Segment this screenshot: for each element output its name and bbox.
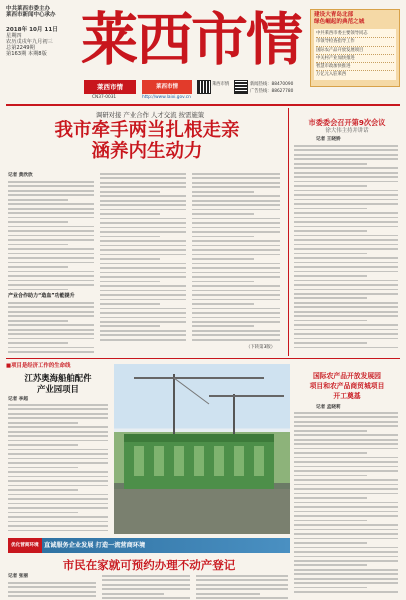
bottom-byline: 记者 张丽 [8,574,28,579]
promo-item[interactable]: 万亿元入驻莱西 [316,72,347,78]
promo-list [314,29,396,80]
column-divider [288,108,289,356]
service-banner [8,538,290,553]
masthead-title: 莱西市情 [81,6,301,73]
title-stamp [84,80,136,94]
bottom-title: 市民在家就可预约办理不动产登记 [62,558,236,572]
ad-number: 88627780 [271,89,294,94]
lead-column-1b-text [8,302,94,354]
masthead-publisher-block [6,6,76,57]
lead-byline: 记者 黄欣欣 [8,173,33,178]
lead-title-line-1: 我市牵手两当扎根走亲 [54,120,240,141]
hotline-text [250,81,293,87]
publisher-line-2: 莱西市新闻中心承办 [6,12,56,18]
lead-continued[interactable]: （下转第3版） [246,345,276,350]
construction-photo [114,364,290,534]
right-mid-byline: 记者 孟晓莉 [316,405,341,410]
portal-badge [142,80,192,94]
promo-headline: 建设大青岛北部 绿色崛起的典范之城 [314,12,365,25]
lead-title-line-2: 涵养内生动力 [91,141,203,162]
promo-item[interactable]: 中共莱西市委主要领导同志 [316,30,394,38]
promo-box [310,9,400,87]
right-mid-title-line-3: 开工奠基 [333,392,361,400]
qr-code-1 [197,80,211,94]
bottom-text-col-2 [102,575,190,600]
right-top-text [294,145,398,355]
right-mid-text [294,412,398,600]
middle-title-line-1: 江苏奥海船舶配件 [24,373,92,383]
portal-badge-text: 莱西市情 [155,84,178,90]
middle-title-line-2: 产业园项目 [37,384,79,394]
ad-label: 广告热线： [250,89,272,94]
middle-label: ■项目是经济工作的生命线 [6,363,71,369]
wechat-label: 莱西市情 [212,82,230,87]
masthead-info-strip [84,80,306,102]
ad-text [250,88,293,94]
banner-tag: 优化营商环境 [8,538,42,553]
issue-date: 2018年 10月 11日 [6,27,58,33]
masthead-divider [6,104,400,106]
bottom-text-col-1 [8,582,96,600]
issue-total: 总第2249期 [6,45,35,51]
publisher-line-1: 中共莱西市委主办 [6,6,51,12]
issue-lunar: 农历戊戌年九月初三 [6,39,53,45]
middle-text [8,404,108,534]
right-mid-title-line-1: 国际农产品开放发展园 [313,372,381,380]
issue-weekday: 星期四 [6,33,22,39]
bottom-text-col-3 [196,575,288,600]
construction-scene-icon [114,364,290,534]
middle-byline: 记者 李超 [8,397,28,402]
section-divider-1 [6,358,400,359]
hotline-label: 新闻热线： [250,82,272,87]
lead-subhead: 产业合作助力“造血”功能提升 [8,293,75,299]
banner-text: 直诚服务企业发展 打造一流营商环境 [44,542,146,549]
site-url[interactable]: http://www.laixi.gov.cn [142,95,191,100]
right-top-subtitle: 徐大伟主持并讲话 [325,128,369,134]
right-top-byline: 记者 王晓娇 [316,137,341,142]
promo-item[interactable]: 智慧市政加快推进 [316,63,394,71]
lead-column-1-text [8,181,94,291]
lead-kicker: 调研对接 产业合作 人才交流 按需施策 [95,111,205,119]
qr-code-2 [234,80,248,94]
right-top-title: 市委委会召开第9次会议 [308,118,386,127]
lead-column-2-text [100,173,186,345]
hotline-number: 88470090 [271,82,294,87]
promo-item[interactable]: 市领导检查指导工作 [316,38,394,46]
right-mid-title-line-2: 项目和农产品商贸城项目 [309,382,385,390]
lead-column-3-text [192,173,280,345]
cn-code: CN37-0031 [92,95,117,100]
promo-item[interactable]: 国际农产品开放发展项目 [316,47,394,55]
issue-number: 第163期 本期8版 [6,51,47,57]
title-stamp-text: 莱西市情 [97,83,123,91]
promo-item[interactable]: 中关村产业加快推进 [316,55,394,63]
